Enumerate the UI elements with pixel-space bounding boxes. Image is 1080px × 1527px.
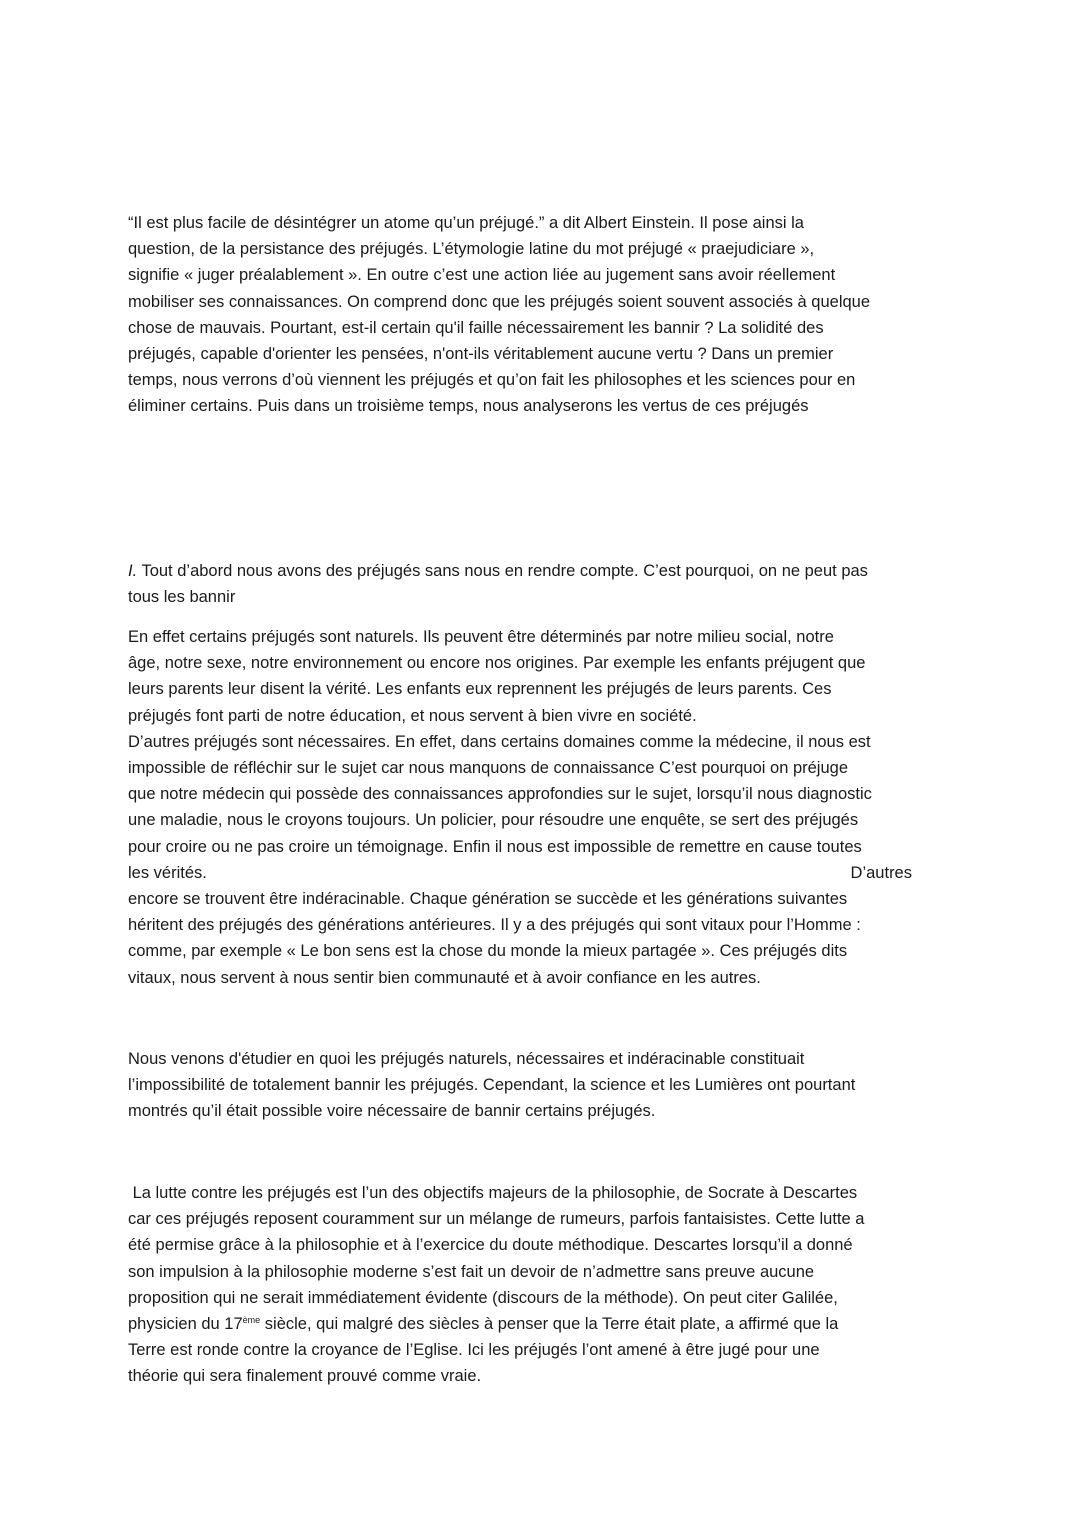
section-numeral: I. <box>128 562 138 580</box>
heading-line: tous les bannir <box>128 588 236 607</box>
text-line: préjugés, capable d'orienter les pensées, n'ont-ils véritablement aucune vertu ? Dans un premier <box>128 345 834 364</box>
split-line-left: les vérités. <box>128 863 207 882</box>
text-line: leurs parents leur disent la vérité. Les enfants eux reprennent les préjugés de leurs parents. Ces <box>128 680 832 699</box>
text-line: Terre est ronde contre la croyance de l’Eglise. Ici les préjugés l’ont amené à être jugé pour une <box>128 1341 820 1360</box>
text-line: préjugés font parti de notre éducation, et nous servent à bien vivre en société. <box>128 706 697 725</box>
text-line: La lutte contre les préjugés est l’un des objectifs majeurs de la philosophie, de Socrate à Descartes <box>128 1184 858 1202</box>
intro-paragraph <box>128 210 952 420</box>
text-line: vitaux, nous servent à nous sentir bien communauté et à avoir confiance en les autres. <box>128 968 761 987</box>
text-line: En effet certains préjugés sont naturels. Ils peuvent être déterminés par notre milieu social, notre <box>128 628 834 646</box>
transition-paragraph <box>128 1046 952 1125</box>
text-line: une maladie, nous le croyons toujours. Un policier, pour résoudre une enquête, se sert des préjugés <box>128 811 859 830</box>
heading-text: Tout d’abord nous avons des préjugés sans nous en rendre compte. C’est pourquoi, on ne peut pas <box>137 562 868 580</box>
century-superscript: ème <box>242 1315 261 1326</box>
part-one-heading <box>128 558 952 610</box>
text-line: D’autres préjugés sont nécessaires. En effet, dans certains domaines comme la médecine, il nous est <box>128 732 871 751</box>
century-suffix: siècle, qui malgré des siècles à penser que la Terre était plate, a affirmé que la <box>260 1315 839 1334</box>
text-line: signifie « juger préalablement ». En outre c’est une action liée au jugement sans avoir réellement <box>128 266 836 285</box>
part-two-body <box>128 1180 952 1390</box>
text-line: théorie qui sera finalement prouvé comme vraie. <box>128 1367 482 1386</box>
text-line: montrés qu’il était possible voire nécessaire de bannir certains préjugés. <box>128 1102 656 1121</box>
text-line: proposition qui ne serait immédiatement évidente (discours de la méthode). On peut citer Galilée, <box>128 1288 838 1307</box>
text-line: pour croire ou ne pas croire un témoignage. Enfin il nous est impossible de remettre en cause toutes <box>128 837 862 856</box>
text-line: héritent des préjugés des générations antérieures. Il y a des préjugés qui sont vitaux pour l’Homme : <box>128 916 861 935</box>
text-line: été permise grâce à la philosophie et à l’exercice du doute méthodique. Descartes lorsqu’il a donné <box>128 1236 853 1255</box>
text-line: encore se trouvent être indéracinable. Chaque génération se succède et les générations suivantes <box>128 890 848 909</box>
text-line: comme, par exemple « Le bon sens est la chose du monde la mieux partagée ». Ces préjugés dits <box>128 942 848 961</box>
text-line: question, de la persistance des préjugés. L’étymologie latine du mot préjugé « praejudiciare », <box>128 240 815 259</box>
text-line: impossible de réfléchir sur le sujet car nous manquons de connaissance C’est pourquoi on préjuge <box>128 759 848 778</box>
text-line: “Il est plus facile de désintégrer un atome qu’un préjugé.” a dit Albert Einstein. Il pose ainsi la <box>128 214 804 232</box>
text-line: son impulsion à la philosophie moderne s’est fait un devoir de n’admettre sans preuve aucune <box>128 1262 815 1281</box>
split-line <box>128 860 912 886</box>
part-one-body <box>128 624 952 991</box>
split-line-right: D’autres <box>850 863 912 882</box>
text-line: âge, notre sexe, notre environnement ou encore nos origines. Par exemple les enfants préjugent que <box>128 654 866 673</box>
text-line: mobiliser ses connaissances. On comprend donc que les préjugés soient souvent associés à quelque <box>128 292 871 311</box>
text-line: Nous venons d'étudier en quoi les préjugés naturels, nécessaires et indéracinable constituait <box>128 1050 805 1068</box>
text-line <box>128 1311 952 1337</box>
heading-line <box>128 558 952 584</box>
text-line: chose de mauvais. Pourtant, est-il certain qu'il faille nécessairement les bannir ? La solidité des <box>128 318 824 337</box>
text-line: éliminer certains. Puis dans un troisième temps, nous analyserons les vertus de ces préjugés <box>128 397 809 416</box>
text-line: car ces préjugés reposent couramment sur un mélange de rumeurs, parfois fantaisistes. Cette lutte a <box>128 1210 865 1229</box>
text-line: l’impossibilité de totalement bannir les préjugés. Cependant, la science et les Lumières ont pourtant <box>128 1076 856 1095</box>
text-line: temps, nous verrons d’où viennent les préjugés et qu’on fait les philosophes et les sciences pour en <box>128 371 856 390</box>
century-prefix: physicien du 17 <box>128 1315 243 1334</box>
text-line: que notre médecin qui possède des connaissances approfondies sur le sujet, lorsqu’il nous diagnostic <box>128 785 872 804</box>
